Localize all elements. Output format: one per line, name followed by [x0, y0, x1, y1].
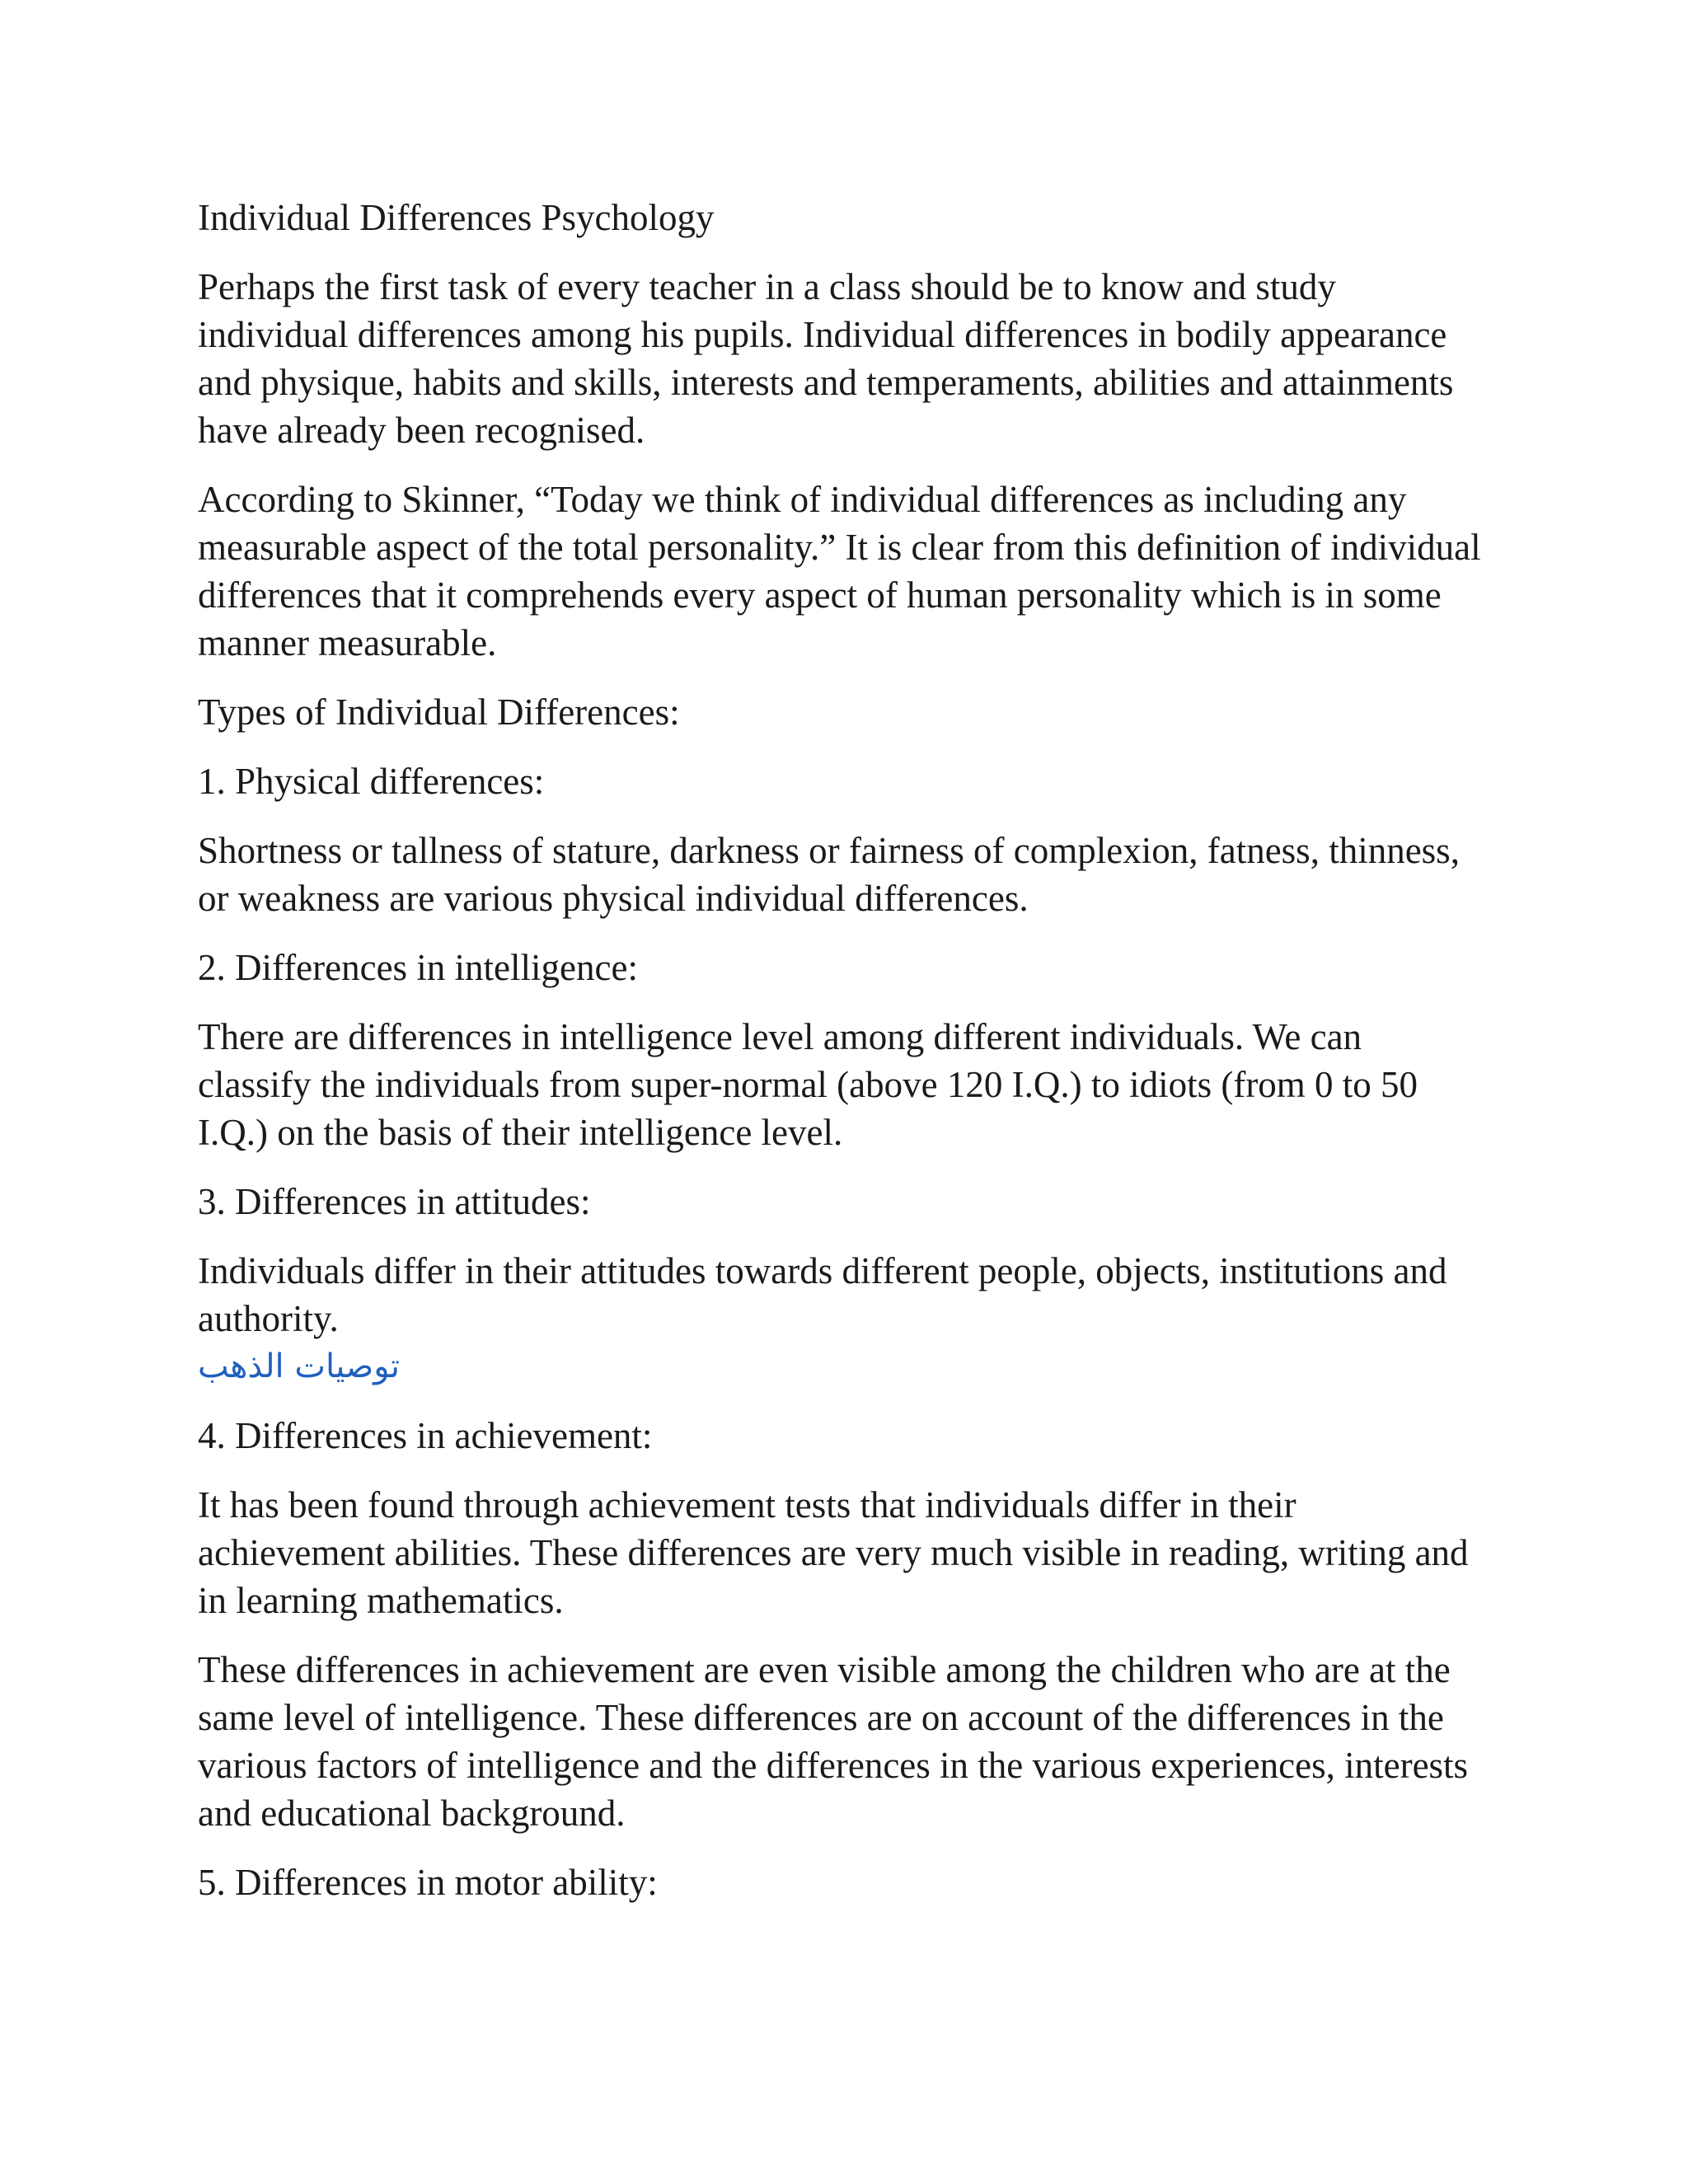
arabic-link-text: توصيات الذهب — [198, 1347, 401, 1385]
motor-ability-differences-heading: 5. Differences in motor ability: — [198, 1862, 658, 1903]
skinner-paragraph: According to Skinner, “Today we think of individual differences as including any measurable aspect of the total personality.” It is clear from this definition of individual differences that it comprehends every aspect of human personality which is in some manner measurable. — [198, 479, 1481, 663]
achievement-differences-heading: 4. Differences in achievement: — [198, 1415, 653, 1456]
intro-paragraph: Perhaps the first task of every teacher in a class should be to know and study individual differences among his pupils. Individual differences in bodily appearance and physique, habits and skills, interests and temperaments, abilities and attainments have already been recognised. — [198, 266, 1454, 451]
attitudes-differences-text: Individuals differ in their attitudes towards different people, objects, institutions and authority. — [198, 1250, 1447, 1339]
attitudes-differences-heading: 3. Differences in attitudes: — [198, 1181, 591, 1222]
achievement-differences-text-1: It has been found through achievement tests that individuals differ in their achievement abilities. These differences are very much visible in reading, writing and in learning mathematics. — [198, 1484, 1469, 1621]
physical-differences-heading: 1. Physical differences: — [198, 761, 545, 802]
document-body — [198, 194, 1484, 1928]
intelligence-differences-heading: 2. Differences in intelligence: — [198, 947, 638, 988]
arabic-gold-recommendations-link[interactable] — [198, 1343, 1484, 1390]
intelligence-differences-text: There are differences in intelligence level among different individuals. We can classify the individuals from super-normal (above 120 I.Q.) to idiots (from 0 to 50 I.Q.) on the basis of their intelligence level. — [198, 1016, 1418, 1153]
physical-differences-text: Shortness or tallness of stature, darkness or fairness of complexion, fatness, thinness, or weakness are various physical individual differences. — [198, 830, 1460, 919]
document-title: Individual Differences Psychology — [198, 197, 715, 238]
achievement-differences-text-2: These differences in achievement are even visible among the children who are at the same level of intelligence. These differences are on account of the differences in the various factors of intelligence and the differences in the various experiences, interests and educational background. — [198, 1649, 1469, 1834]
types-heading: Types of Individual Differences: — [198, 691, 680, 733]
